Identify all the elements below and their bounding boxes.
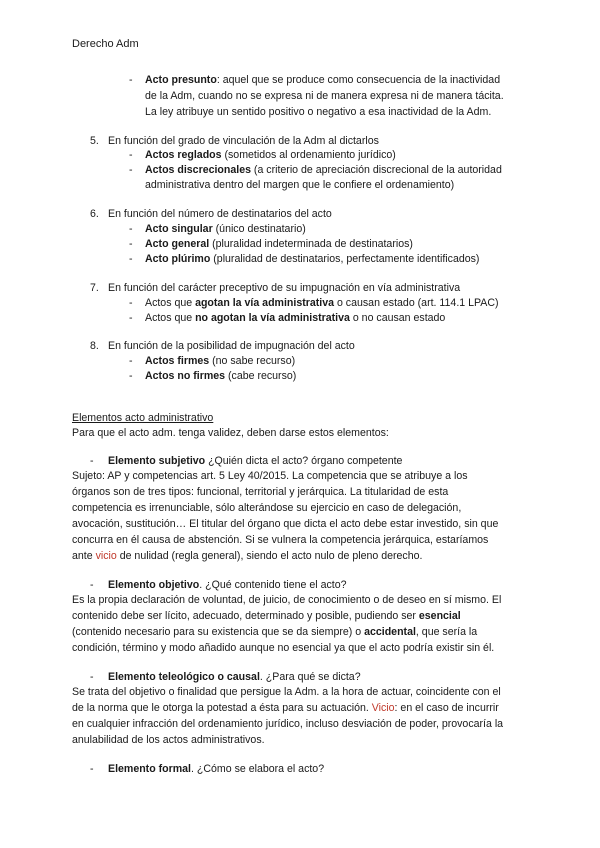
section-6-title: En función del número de destinatarios del acto — [108, 208, 332, 220]
bullet-dash: - — [129, 370, 133, 382]
paragraph-line: contenido debe ser lícito, adecuado, determinado y posible, pudiendo ser esencial — [72, 610, 461, 622]
list-item: Acto general (pluralidad indeterminada de destinatarios) — [145, 238, 413, 250]
paragraph-line: avocación, sustitución… El titular del órgano que dicta el acto debe estar investido, sin que — [72, 518, 499, 530]
section-7-number: 7. — [90, 282, 99, 294]
bullet-dash: - — [129, 74, 133, 86]
section-5-title: En función del grado de vinculación de la Adm al dictarlos — [108, 135, 379, 147]
list-item: Actos discrecionales (a criterio de apreciación discrecional de la autoridad — [145, 164, 502, 176]
acto-presunto-line1: Acto presunto: aquel que se produce como consecuencia de la inactividad — [145, 74, 501, 86]
section-intro: Para que el acto adm. tenga validez, deben darse estos elementos: — [72, 427, 389, 439]
paragraph-line: (contenido necesario para su existencia que se da siempre) o accidental, que sería la — [72, 626, 478, 638]
list-item: Actos que agotan la vía administrativa o causan estado (art. 114.1 LPAC) — [145, 297, 499, 309]
list-item: Actos no firmes (cabe recurso) — [145, 370, 297, 382]
paragraph-line: concurra en él causa de abstención. Si se vulnera la competencia jerárquica, estaríamos — [72, 534, 489, 546]
list-item: Actos reglados (sometidos al ordenamiento jurídico) — [145, 149, 396, 161]
list-item: Actos que no agotan la vía administrativa o no causan estado — [145, 312, 446, 324]
vicio-highlight: vicio — [95, 550, 117, 562]
list-item: Acto plúrimo (pluralidad de destinatarios, perfectamente identificados) — [145, 253, 480, 265]
list-item: Acto singular (único destinatario) — [145, 223, 306, 235]
bullet-dash: - — [129, 297, 133, 309]
paragraph-line: condición, término y modo añadido aunque no esencial ya que el acto podría existir sin él. — [72, 642, 495, 654]
paragraph-line: ante vicio de nulidad (regla general), siendo el acto nulo de pleno derecho. — [72, 550, 423, 562]
section-5-number: 5. — [90, 135, 99, 147]
bullet-dash: - — [129, 253, 133, 265]
bullet-dash: - — [90, 763, 94, 775]
bullet-dash: - — [90, 579, 94, 591]
elemento-objetivo-title: Elemento objetivo. ¿Qué contenido tiene el acto? — [108, 579, 347, 591]
bullet-dash: - — [129, 164, 133, 176]
paragraph-line: Sujeto: AP y competencias art. 5 Ley 40/2015. La competencia que se atribuye a los — [72, 470, 468, 482]
bullet-dash: - — [129, 355, 133, 367]
list-item: Actos firmes (no sabe recurso) — [145, 355, 296, 367]
elemento-formal-title: Elemento formal. ¿Cómo se elabora el acto? — [108, 763, 325, 775]
paragraph-line: en cualquier infracción del ordenamiento jurídico, incluso desviación de poder, provocaría la — [72, 718, 504, 730]
section-8-title: En función de la posibilidad de impugnación del acto — [108, 340, 355, 352]
bullet-dash: - — [129, 149, 133, 161]
section-6-number: 6. — [90, 208, 99, 220]
bullet-dash: - — [90, 455, 94, 467]
elemento-teleologico-title: Elemento teleológico o causal. ¿Para qué se dicta? — [108, 671, 361, 683]
bullet-dash: - — [129, 312, 133, 324]
paragraph-line: Se trata del objetivo o finalidad que persigue la Adm. a la hora de actuar, coincidente con el — [72, 686, 501, 698]
elemento-subjetivo-title: Elemento subjetivo ¿Quién dicta el acto? órgano competente — [108, 455, 403, 467]
section-8-number: 8. — [90, 340, 99, 352]
bullet-dash: - — [129, 238, 133, 250]
paragraph-line: órganos son de tres tipos: funcional, territorial y jerárquica. La titularidad de esta — [72, 486, 449, 498]
section-heading: Elementos acto administrativo — [72, 412, 214, 424]
paragraph-line: competencia es irrenunciable, sólo alterándose su ejercicio en caso de delegación, — [72, 502, 462, 514]
acto-presunto-line3: La ley atribuye un sentido positivo o negativo a esa inactividad de la Adm. — [145, 106, 492, 118]
paragraph-line: de la norma que le otorga la potestad a ésta para su actuación. Vicio: en el caso de incurrir — [72, 702, 499, 714]
bullet-dash: - — [90, 671, 94, 683]
acto-presunto-line2: de la Adm, cuando no se expresa ni de manera expresa ni de manera tácita. — [145, 90, 504, 102]
section-7-title: En función del carácter preceptivo de su impugnación en vía administrativa — [108, 282, 461, 294]
paragraph-line: Es la propia declaración de voluntad, de juicio, de conocimiento o de deseo en sí mismo. El — [72, 594, 502, 606]
page-header: Derecho Adm — [72, 38, 139, 50]
vicio-highlight: Vicio — [371, 702, 395, 714]
list-item-continuation: administrativa dentro del margen que le confiere el ordenamiento) — [145, 179, 455, 191]
bullet-dash: - — [129, 223, 133, 235]
acto-presunto-term: Acto presunto — [145, 74, 217, 86]
paragraph-line: anulabilidad de los actos administrativos. — [72, 734, 265, 746]
